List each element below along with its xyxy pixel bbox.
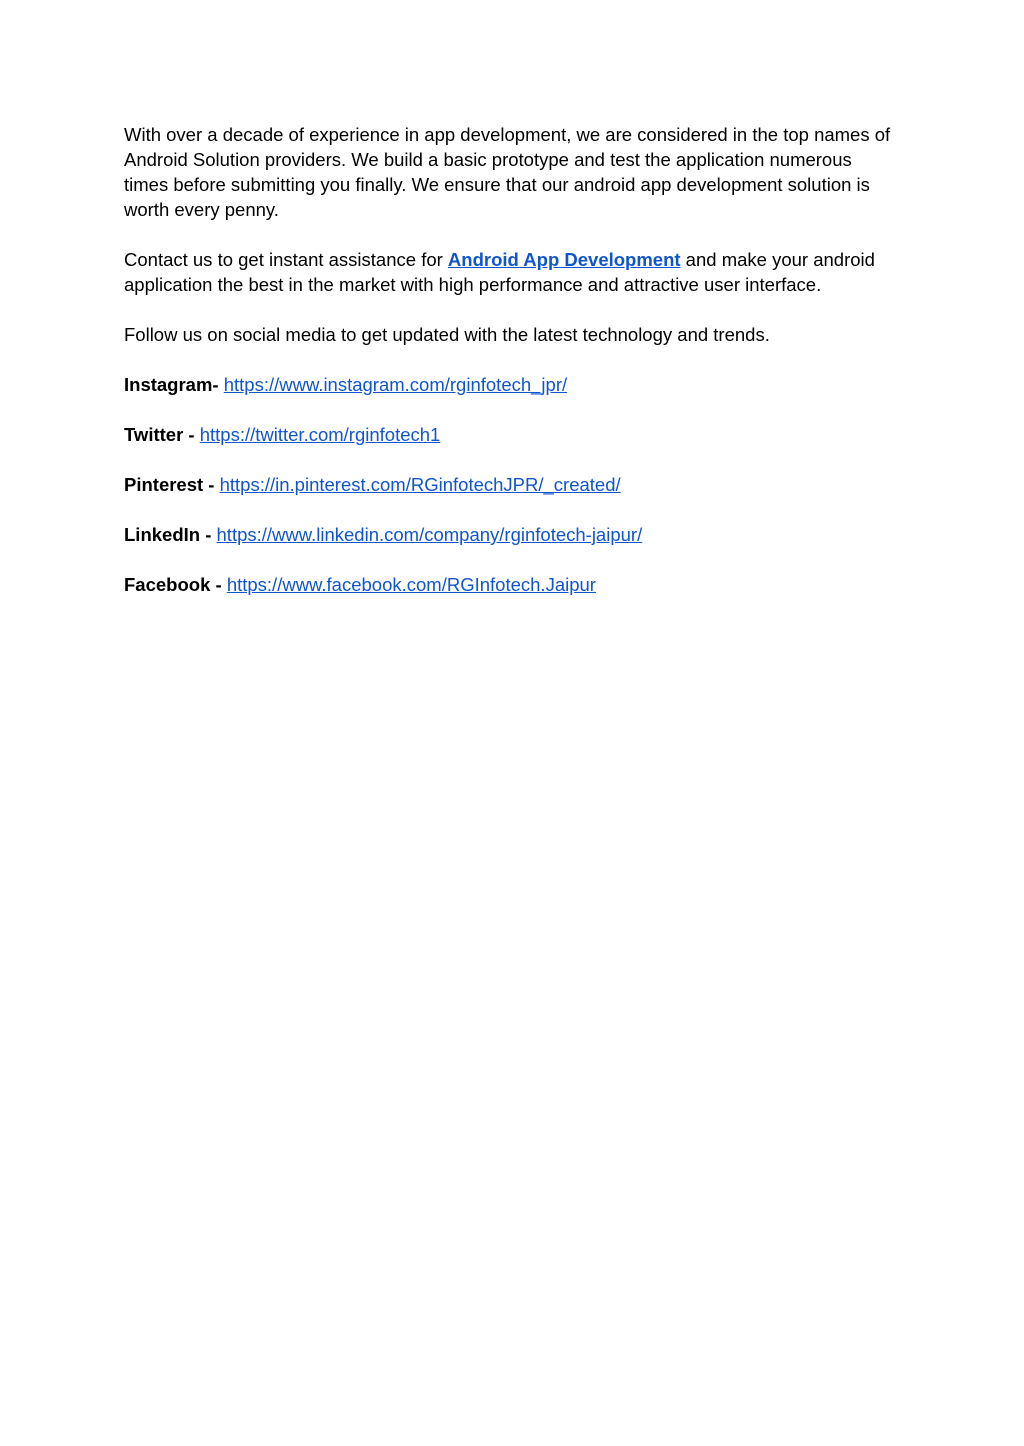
contact-paragraph bbox=[124, 247, 900, 297]
social-row-pinterest bbox=[124, 472, 900, 497]
facebook-link[interactable]: https://www.facebook.com/RGInfotech.Jaipur bbox=[226, 574, 596, 595]
social-label-twitter: Twitter - bbox=[124, 424, 195, 445]
social-label-facebook: Facebook - bbox=[124, 574, 222, 595]
instagram-link[interactable]: https://www.instagram.com/rginfotech_jpr/ bbox=[223, 374, 568, 395]
social-label-pinterest: Pinterest - bbox=[124, 474, 215, 495]
contact-text-after: and make your android application the best in the market with high performance and attractive user interface. bbox=[124, 249, 875, 295]
document-page bbox=[124, 122, 900, 622]
social-row-linkedin bbox=[124, 522, 900, 547]
contact-text-before: Contact us to get instant assistance for bbox=[124, 249, 448, 270]
social-label-linkedin: LinkedIn - bbox=[124, 524, 212, 545]
social-row-instagram bbox=[124, 372, 900, 397]
social-label-instagram: Instagram- bbox=[124, 374, 219, 395]
intro-paragraph: With over a decade of experience in app development, we are considered in the top names of Android Solution providers. We build a basic prototype and test the application numerous times before submitting you finally. We ensure that our android app development solution is worth every penny. bbox=[124, 124, 891, 220]
twitter-link[interactable]: https://twitter.com/rginfotech1 bbox=[199, 424, 441, 445]
social-row-twitter bbox=[124, 422, 900, 447]
follow-paragraph: Follow us on social media to get updated with the latest technology and trends. bbox=[124, 324, 770, 345]
pinterest-link[interactable]: https://in.pinterest.com/RGinfotechJPR/_created/ bbox=[219, 474, 621, 495]
linkedin-link[interactable]: https://www.linkedin.com/company/rginfotech-jaipur/ bbox=[216, 524, 643, 545]
android-app-development-link[interactable]: Android App Development bbox=[447, 249, 681, 270]
social-row-facebook bbox=[124, 572, 900, 597]
